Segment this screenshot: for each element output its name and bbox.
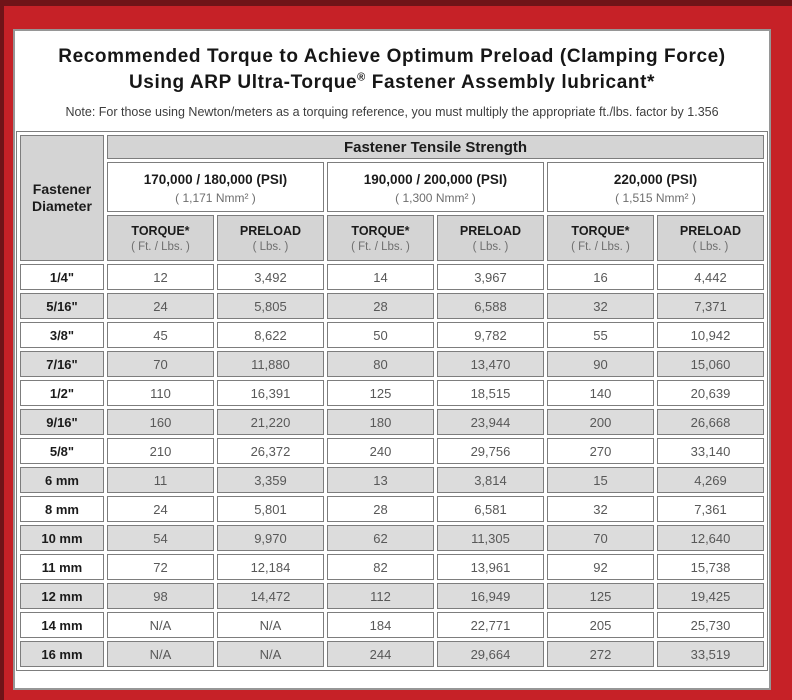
torque-value-cell: 125 xyxy=(547,583,654,609)
page-title xyxy=(15,44,769,96)
torque-units-label: ( Ft. / Lbs. ) xyxy=(131,240,190,253)
title-line-2 xyxy=(15,70,769,96)
torque-value-cell: 110 xyxy=(107,380,214,406)
torque-value-cell: 45 xyxy=(107,322,214,348)
preload-value-cell: 9,782 xyxy=(437,322,544,348)
fastener-diameter-cell: 5/8" xyxy=(20,438,104,464)
preload-value-cell: 10,942 xyxy=(657,322,764,348)
preload-value-cell: 5,801 xyxy=(217,496,324,522)
preload-value-cell: 15,060 xyxy=(657,351,764,377)
table-row xyxy=(20,467,764,493)
torque-value-cell: 54 xyxy=(107,525,214,551)
fastener-diameter-cell: 16 mm xyxy=(20,641,104,667)
preload-value-cell: 7,371 xyxy=(657,293,764,319)
registered-trademark-symbol: ® xyxy=(357,71,366,84)
torque-label: TORQUE* xyxy=(351,223,410,238)
table-row xyxy=(20,322,764,348)
torque-value-cell: 50 xyxy=(327,322,434,348)
nmm-label: ( 1,515 Nmm² ) xyxy=(615,190,696,205)
fastener-diameter-cell: 9/16" xyxy=(20,409,104,435)
preload-column-header xyxy=(437,215,544,261)
fastener-diameter-header-line2: Diameter xyxy=(32,198,92,215)
psi-label: 220,000 (PSI) xyxy=(613,171,698,187)
torque-value-cell: 270 xyxy=(547,438,654,464)
torque-value-cell: 70 xyxy=(547,525,654,551)
preload-value-cell: 12,640 xyxy=(657,525,764,551)
torque-value-cell: 70 xyxy=(107,351,214,377)
fastener-diameter-cell: 6 mm xyxy=(20,467,104,493)
fastener-diameter-cell: 14 mm xyxy=(20,612,104,638)
torque-value-cell: 32 xyxy=(547,496,654,522)
psi-header-row xyxy=(20,162,764,212)
torque-column-header xyxy=(327,215,434,261)
preload-value-cell: 6,588 xyxy=(437,293,544,319)
fastener-diameter-cell: 11 mm xyxy=(20,554,104,580)
preload-value-cell: 23,944 xyxy=(437,409,544,435)
preload-value-cell: 4,269 xyxy=(657,467,764,493)
torque-value-cell: 24 xyxy=(107,496,214,522)
torque-units-label: ( Ft. / Lbs. ) xyxy=(571,240,630,253)
torque-value-cell: 98 xyxy=(107,583,214,609)
table-row xyxy=(20,409,764,435)
torque-value-cell: 11 xyxy=(107,467,214,493)
torque-value-cell: 13 xyxy=(327,467,434,493)
nmm-label: ( 1,300 Nmm² ) xyxy=(395,190,476,205)
fastener-diameter-header xyxy=(20,135,104,261)
psi-group-190-200 xyxy=(327,162,544,212)
preload-units-label: ( Lbs. ) xyxy=(692,240,729,253)
table-row xyxy=(20,525,764,551)
torque-value-cell: 72 xyxy=(107,554,214,580)
table-row xyxy=(20,438,764,464)
preload-value-cell: 3,492 xyxy=(217,264,324,290)
torque-value-cell: 55 xyxy=(547,322,654,348)
torque-value-cell: 80 xyxy=(327,351,434,377)
table-row xyxy=(20,351,764,377)
torque-value-cell: 200 xyxy=(547,409,654,435)
torque-value-cell: 14 xyxy=(327,264,434,290)
torque-label: TORQUE* xyxy=(571,223,630,238)
title-line-2-pre: Using ARP Ultra-Torque xyxy=(128,72,358,94)
torque-column-header xyxy=(107,215,214,261)
fastener-diameter-cell: 1/2" xyxy=(20,380,104,406)
note-text: Note: For those using Newton/meters as a torquing reference, you must multiply the appropriate ft./lbs. factor by 1.356 xyxy=(65,105,719,120)
tensile-strength-header: Fastener Tensile Strength xyxy=(107,135,764,159)
torque-value-cell: 205 xyxy=(547,612,654,638)
title-line-1: Recommended Torque to Achieve Optimum Preload (Clamping Force) xyxy=(58,46,726,67)
preload-value-cell: 13,470 xyxy=(437,351,544,377)
tensile-strength-header-row xyxy=(20,135,764,159)
torque-value-cell: N/A xyxy=(107,612,214,638)
table-row xyxy=(20,264,764,290)
preload-value-cell: 13,961 xyxy=(437,554,544,580)
torque-value-cell: 210 xyxy=(107,438,214,464)
preload-value-cell: 29,664 xyxy=(437,641,544,667)
table-row xyxy=(20,612,764,638)
table-row xyxy=(20,293,764,319)
torque-value-cell: 32 xyxy=(547,293,654,319)
torque-value-cell: 16 xyxy=(547,264,654,290)
preload-value-cell: N/A xyxy=(217,641,324,667)
table-row xyxy=(20,641,764,667)
torque-value-cell: 24 xyxy=(107,293,214,319)
preload-value-cell: 3,359 xyxy=(217,467,324,493)
torque-value-cell: 15 xyxy=(547,467,654,493)
torque-value-cell: 160 xyxy=(107,409,214,435)
preload-value-cell: 9,970 xyxy=(217,525,324,551)
preload-value-cell: 16,391 xyxy=(217,380,324,406)
torque-value-cell: 125 xyxy=(327,380,434,406)
table-row xyxy=(20,554,764,580)
torque-value-cell: 244 xyxy=(327,641,434,667)
preload-label: PRELOAD xyxy=(459,223,522,238)
torque-value-cell: 140 xyxy=(547,380,654,406)
preload-units-label: ( Lbs. ) xyxy=(252,240,289,253)
nmm-label: ( 1,171 Nmm² ) xyxy=(175,190,256,205)
torque-value-cell: 82 xyxy=(327,554,434,580)
psi-label: 170,000 / 180,000 (PSI) xyxy=(143,171,288,187)
fastener-diameter-cell: 12 mm xyxy=(20,583,104,609)
torque-value-cell: 112 xyxy=(327,583,434,609)
torque-value-cell: N/A xyxy=(107,641,214,667)
preload-value-cell: 22,771 xyxy=(437,612,544,638)
preload-value-cell: 29,756 xyxy=(437,438,544,464)
torque-units-label: ( Ft. / Lbs. ) xyxy=(351,240,410,253)
fastener-diameter-header-line1: Fastener xyxy=(32,180,92,197)
psi-group-220 xyxy=(547,162,764,212)
preload-value-cell: 20,639 xyxy=(657,380,764,406)
preload-value-cell: 4,442 xyxy=(657,264,764,290)
title-line-2-post: Fastener Assembly lubricant* xyxy=(365,72,656,94)
torque-value-cell: 180 xyxy=(327,409,434,435)
preload-value-cell: 18,515 xyxy=(437,380,544,406)
fastener-diameter-cell: 7/16" xyxy=(20,351,104,377)
preload-value-cell: 6,581 xyxy=(437,496,544,522)
table-row xyxy=(20,583,764,609)
torque-spec-sheet xyxy=(13,29,771,690)
torque-preload-header-row xyxy=(20,215,764,261)
torque-column-header xyxy=(547,215,654,261)
preload-value-cell: 11,305 xyxy=(437,525,544,551)
torque-value-cell: 90 xyxy=(547,351,654,377)
preload-value-cell: 21,220 xyxy=(217,409,324,435)
preload-value-cell: 15,738 xyxy=(657,554,764,580)
preload-column-header xyxy=(217,215,324,261)
preload-value-cell: 19,425 xyxy=(657,583,764,609)
fastener-diameter-cell: 1/4" xyxy=(20,264,104,290)
preload-value-cell: 14,472 xyxy=(217,583,324,609)
preload-value-cell: 11,880 xyxy=(217,351,324,377)
preload-label: PRELOAD xyxy=(239,223,302,238)
preload-value-cell: 5,805 xyxy=(217,293,324,319)
preload-value-cell: N/A xyxy=(217,612,324,638)
preload-value-cell: 8,622 xyxy=(217,322,324,348)
fastener-diameter-cell: 8 mm xyxy=(20,496,104,522)
frame-dark-top-edge xyxy=(0,0,792,6)
preload-label: PRELOAD xyxy=(679,223,742,238)
preload-value-cell: 16,949 xyxy=(437,583,544,609)
preload-value-cell: 33,140 xyxy=(657,438,764,464)
preload-value-cell: 3,814 xyxy=(437,467,544,493)
preload-value-cell: 3,967 xyxy=(437,264,544,290)
preload-value-cell: 33,519 xyxy=(657,641,764,667)
fastener-diameter-cell: 5/16" xyxy=(20,293,104,319)
preload-units-label: ( Lbs. ) xyxy=(472,240,509,253)
frame-dark-left-edge xyxy=(0,0,4,700)
torque-value-cell: 240 xyxy=(327,438,434,464)
torque-value-cell: 62 xyxy=(327,525,434,551)
torque-value-cell: 92 xyxy=(547,554,654,580)
torque-table xyxy=(16,131,768,671)
preload-value-cell: 12,184 xyxy=(217,554,324,580)
fastener-diameter-cell: 10 mm xyxy=(20,525,104,551)
preload-value-cell: 7,361 xyxy=(657,496,764,522)
table-row xyxy=(20,496,764,522)
preload-value-cell: 25,730 xyxy=(657,612,764,638)
psi-group-170-180 xyxy=(107,162,324,212)
preload-value-cell: 26,372 xyxy=(217,438,324,464)
psi-label: 190,000 / 200,000 (PSI) xyxy=(363,171,508,187)
torque-value-cell: 184 xyxy=(327,612,434,638)
preload-value-cell: 26,668 xyxy=(657,409,764,435)
torque-value-cell: 28 xyxy=(327,496,434,522)
table-row xyxy=(20,380,764,406)
torque-value-cell: 12 xyxy=(107,264,214,290)
torque-label: TORQUE* xyxy=(131,223,190,238)
torque-value-cell: 28 xyxy=(327,293,434,319)
fastener-diameter-cell: 3/8" xyxy=(20,322,104,348)
preload-column-header xyxy=(657,215,764,261)
torque-value-cell: 272 xyxy=(547,641,654,667)
